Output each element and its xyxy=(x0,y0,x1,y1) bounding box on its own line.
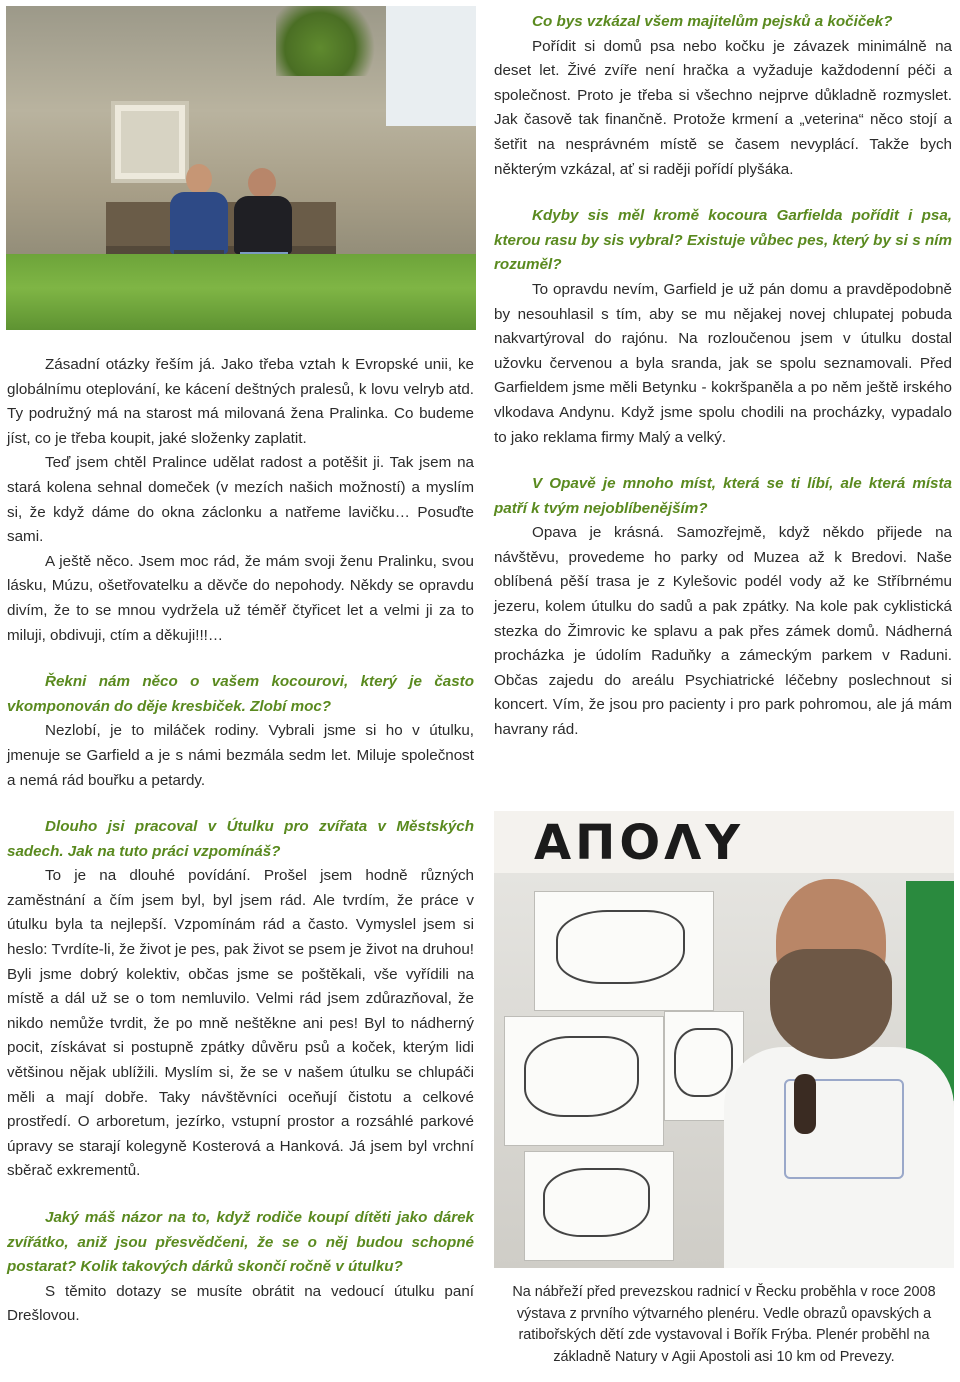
sky xyxy=(386,6,476,126)
question-opava-places: V Opavě je mnoho míst, která se ti líbí, ale která místa patří k tvým nejoblíbenějším? xyxy=(494,475,952,517)
right-column xyxy=(494,10,952,743)
bearded-man-figure xyxy=(724,879,954,1268)
cartoon-poster xyxy=(504,1016,664,1146)
intro-paragraph-1: Zásadní otázky řeším já. Jako třeba vztah k Evropské unii, ke globálnímu oteplování, ke kácení deštných pralesů, k lovu velryb atd. Ty podružný má na starost má milovaná žena Pralinka. Co budeme jíst, co je třeba koupit, jaké složenky zaplatit. xyxy=(7,356,474,447)
left-column xyxy=(7,353,474,1329)
intro-paragraph-2: Teď jsem chtěl Pralince udělat radost a potěšit ji. Tak jsem na stará kolena sehnal domeček (v mezích našich možností) a myslím si, že když dáme do okna záclonku a natřeme lavičku… Posuďte sami. xyxy=(7,454,474,546)
question-dog-breed: Kdyby sis měl kromě kocoura Garfielda pořídit i psa, kterou rasu by sis vybral? Existuje vůbec pes, který by si s ním rozuměl? xyxy=(494,207,952,274)
answer-cat: Nezlobí, je to miláček rodiny. Vybrali jsme si ho v útulku, jmenuje se Garfield a je s námi bezmála sedm let. Miluje společnost a nemá rád bouřku a petardy. xyxy=(7,722,474,789)
photo-bearded-man-exhibition xyxy=(494,811,954,1268)
answer-opava-places: Opava je krásná. Samozřejmě, když někdo přijede na návštěvu, provedeme ho parky od Muzea až k Bredovi. Naše oblíbená pěší trasa je z Kylešovic podél vody až ke Stříbrnému jezeru, kolem útulku do sadů a pak zpátky. Na kole pak cyklistická stezka do Žimrovic ke splavu a pak přes zámek domů. Nádherná procházka je údolím Raduňky a zámeckým parkem v Raduni. Občas zajedu do areálu Psychiatrické léčebny poslechnout si koncert. Vím, že jsou pro pacienty i pro park pohromou, ale já mám havrany rád. xyxy=(494,524,952,739)
cartoon-poster xyxy=(524,1151,674,1261)
answer-gift-pets: S těmito dotazy se musíte obrátit na vedoucí útulku paní Drešlovou. xyxy=(7,1282,474,1325)
answer-message: Pořídit si domů psa nebo kočku je závazek minimálně na deset let. Živé zvíře není hračka a vyžaduje každodenní péči a společnost. Proto je třeba si všechno nejprve důkladně rozmyslet. Jak časově tak finančně. Protože krmení a „veterina“ něco stojí a šetřit na nesprávném místě se časem nevyplácí. Takže bych některým vzkázal, ať si raději pořídí plyšáka. xyxy=(494,37,952,178)
photo-couple-bench xyxy=(6,6,476,330)
banner-text: ΑΠΟΛΥ xyxy=(534,815,745,871)
answer-shelter: To je na dlouhé povídání. Prošel jsem hodně různých zaměstnání a čím jsem byl, byl jsem rád. Ale tvrdím, že práce v útulku byla ta nejlepší. Vzpomínám rád a často. Vymyslel jsem si heslo: Tvrdíte-li, že život je pes, pak život se psem je život na druhou! Byli jsme dobrý kolektiv, občas jsme se poštěkali, vše vyřídili na místě a dál už se o tom nemluvilo. Velmi rád jsem zdůrazňoval, že nikdo nemůže tvrdit, že po mně neštěkne ani pes! Byl to nádherný pocit, získávat si postupně zpátky důvěru psů a koček, kterým lidi většinou nějak ublížili. Myslím si, že se v našem útulku se chlupáči měli a mají dobře. Taky návštěvníci oceňují čistotu a celkové prostředí. O arboretum, jezírko, vstupní prostor a rozsáhlé parkové úpravy se starají kolegyně Kosterová a Hanková. Já jsem byl vrchní sběrač exkrementů. xyxy=(7,867,474,1180)
exhibition-banner xyxy=(494,811,954,873)
intro-paragraph-3: A ještě něco. Jsem moc rád, že mám svoji ženu Pralinku, svou lásku, Múzu, ošetřovatelku a děvče do nepohody. Někdy se opravdu divím, že to se mnou vydržela už téměř čtyřicet let a velmi ji za to miluji, obdivuji, ctím a děkuji!!!… xyxy=(7,552,474,644)
answer-dog-breed: To opravdu nevím, Garfield je už pán domu a pravděpodobně by nesouhlasil s tím, aby se mu nějakej novej chlupatej pobuda nakvartýroval do rajónu. Na rozloučenou jsem v útulku dostal užovku červenou a byla sranda, jak se spolu seznamovali. Před Garfieldem jsme měli Betynku - kokršpaněla a po něm ještě irského vlkodava Andynu. Když jsme spolu chodili na procházky, vypadalo to jako reklama firmy Malý a velký. xyxy=(494,280,952,446)
grass xyxy=(6,254,476,330)
question-gift-pets: Jaký máš názor na to, když rodiče koupí dítěti jako dárek zvířátko, aniž jsou přesvědčeni, že se o něj budou schopné postarat? Kolik takových dárků skončí ročně v útulku? xyxy=(7,1209,474,1276)
question-message: Co bys vzkázal všem majitelům pejsků a kočiček? xyxy=(532,13,893,30)
photo-caption: Na nábřeží před prevezskou radnicí v Řecku proběhla v roce 2008 výstava z prvního výtvarného plenéru. Vedle obrazů opavských a ratibořských dětí zde vystavoval i Bořík Frýba. Plenér proběhl na základně Natury v Agii Apostoli asi 10 km od Prevezy. xyxy=(512,1284,936,1365)
question-cat: Řekni nám něco o vašem kocourovi, který je často vkomponován do děje kresbiček. Zlobí moc? xyxy=(7,673,474,715)
cartoon-poster xyxy=(534,891,714,1011)
question-shelter: Dlouho jsi pracoval v Útulku pro zvířata v Městských sadech. Jak na tuto práci vzpomínáš? xyxy=(7,818,474,860)
ivy xyxy=(276,6,386,76)
